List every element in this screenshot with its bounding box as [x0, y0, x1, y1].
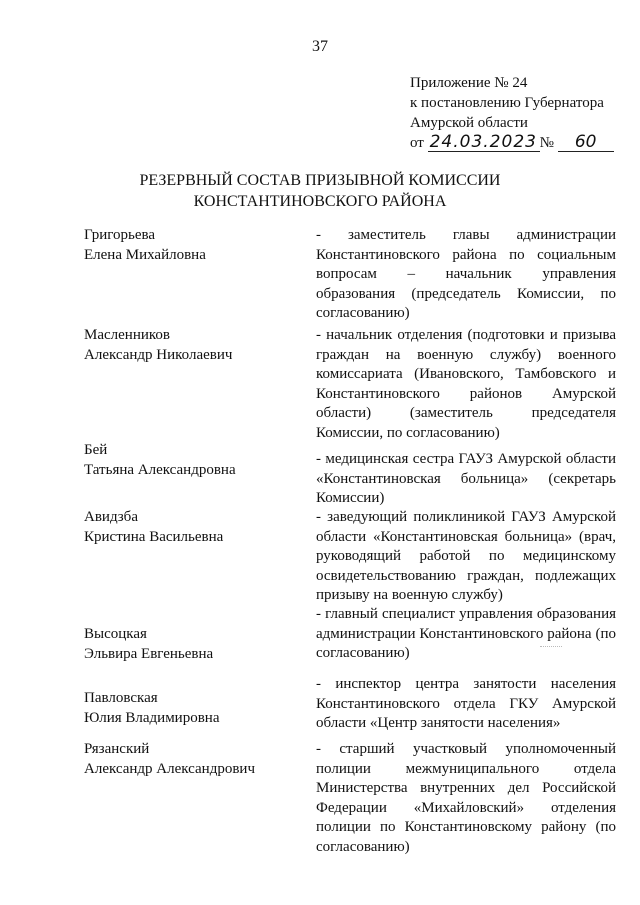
number-label: №	[539, 135, 554, 151]
appendix-block	[410, 73, 614, 153]
handwritten-number: 60	[558, 133, 614, 152]
member-role: - главный специалист управления образования администрации Константиновского района (по согласованию)	[316, 606, 616, 661]
appendix-line-3: Амурской области	[410, 115, 528, 131]
document-title	[0, 170, 640, 212]
member-name	[84, 508, 304, 547]
faint-mark	[540, 646, 562, 647]
member-role: - инспектор центра занятости населения Константиновского отдела ГКУ Амурской области «Центр занятости населения»	[316, 676, 616, 731]
member-role: - старший участковый уполномоченный полиции межмуниципального отдела Министерства внутренних дел Российской Федерации «Михайловский» отделения полиции по Константиновскому району (по согласованию)	[316, 741, 616, 855]
member-given-names: Татьяна Александровна	[84, 461, 236, 478]
title-line-2: КОНСТАНТИНОВСКОГО РАЙОНА	[193, 193, 447, 210]
appendix-line-2: к постановлению Губернатора	[410, 95, 604, 111]
member-surname: Григорьева	[84, 227, 156, 243]
member-role: - медицинская сестра ГАУЗ Амурской области «Константиновская больница» (секретарь Комиссии)	[316, 451, 616, 506]
page-number: 37	[312, 38, 328, 55]
member-given-names: Елена Михайловна	[84, 246, 206, 263]
member-surname: Бей	[84, 442, 108, 458]
member-name	[84, 689, 304, 728]
member-surname: Масленников	[84, 327, 170, 343]
member-role: - заведующий поликлиникой ГАУЗ Амурской области «Константиновская больница» (врач, руководящий работой по медицинскому освидетельствованию граждан, подлежащих призыву на военную службу)	[316, 509, 616, 603]
member-role: - заместитель главы администрации Константиновского района по социальным вопросам – начальник управления образования (председатель Комиссии, по согласованию)	[316, 227, 616, 321]
member-surname: Высоцкая	[84, 626, 147, 642]
member-surname: Авидзба	[84, 509, 138, 525]
appendix-prefix: от	[410, 135, 424, 151]
handwritten-date: 24.03.2023	[428, 133, 540, 152]
member-name	[84, 441, 304, 480]
member-given-names: Александр Александрович	[84, 760, 255, 777]
appendix-line-1: Приложение № 24	[410, 75, 528, 91]
member-surname: Павловская	[84, 690, 158, 706]
member-name	[84, 226, 304, 265]
member-name	[84, 326, 304, 365]
member-given-names: Эльвира Евгеньевна	[84, 645, 214, 662]
member-given-names: Юлия Владимировна	[84, 709, 220, 726]
title-line-1: РЕЗЕРВНЫЙ СОСТАВ ПРИЗЫВНОЙ КОМИССИИ	[139, 172, 501, 189]
member-given-names: Кристина Васильевна	[84, 528, 224, 545]
member-given-names: Александр Николаевич	[84, 346, 233, 363]
member-name	[84, 625, 304, 664]
member-role: - начальник отделения (подготовки и призыва граждан на военную службу) военного комиссариата (Ивановского, Тамбовского и Константиновского районов Амурской области) (заместитель председателя Комиссии, по согласованию)	[316, 327, 616, 441]
appendix-sign-row	[410, 133, 614, 153]
member-surname: Рязанский	[84, 741, 150, 757]
member-name	[84, 740, 304, 779]
